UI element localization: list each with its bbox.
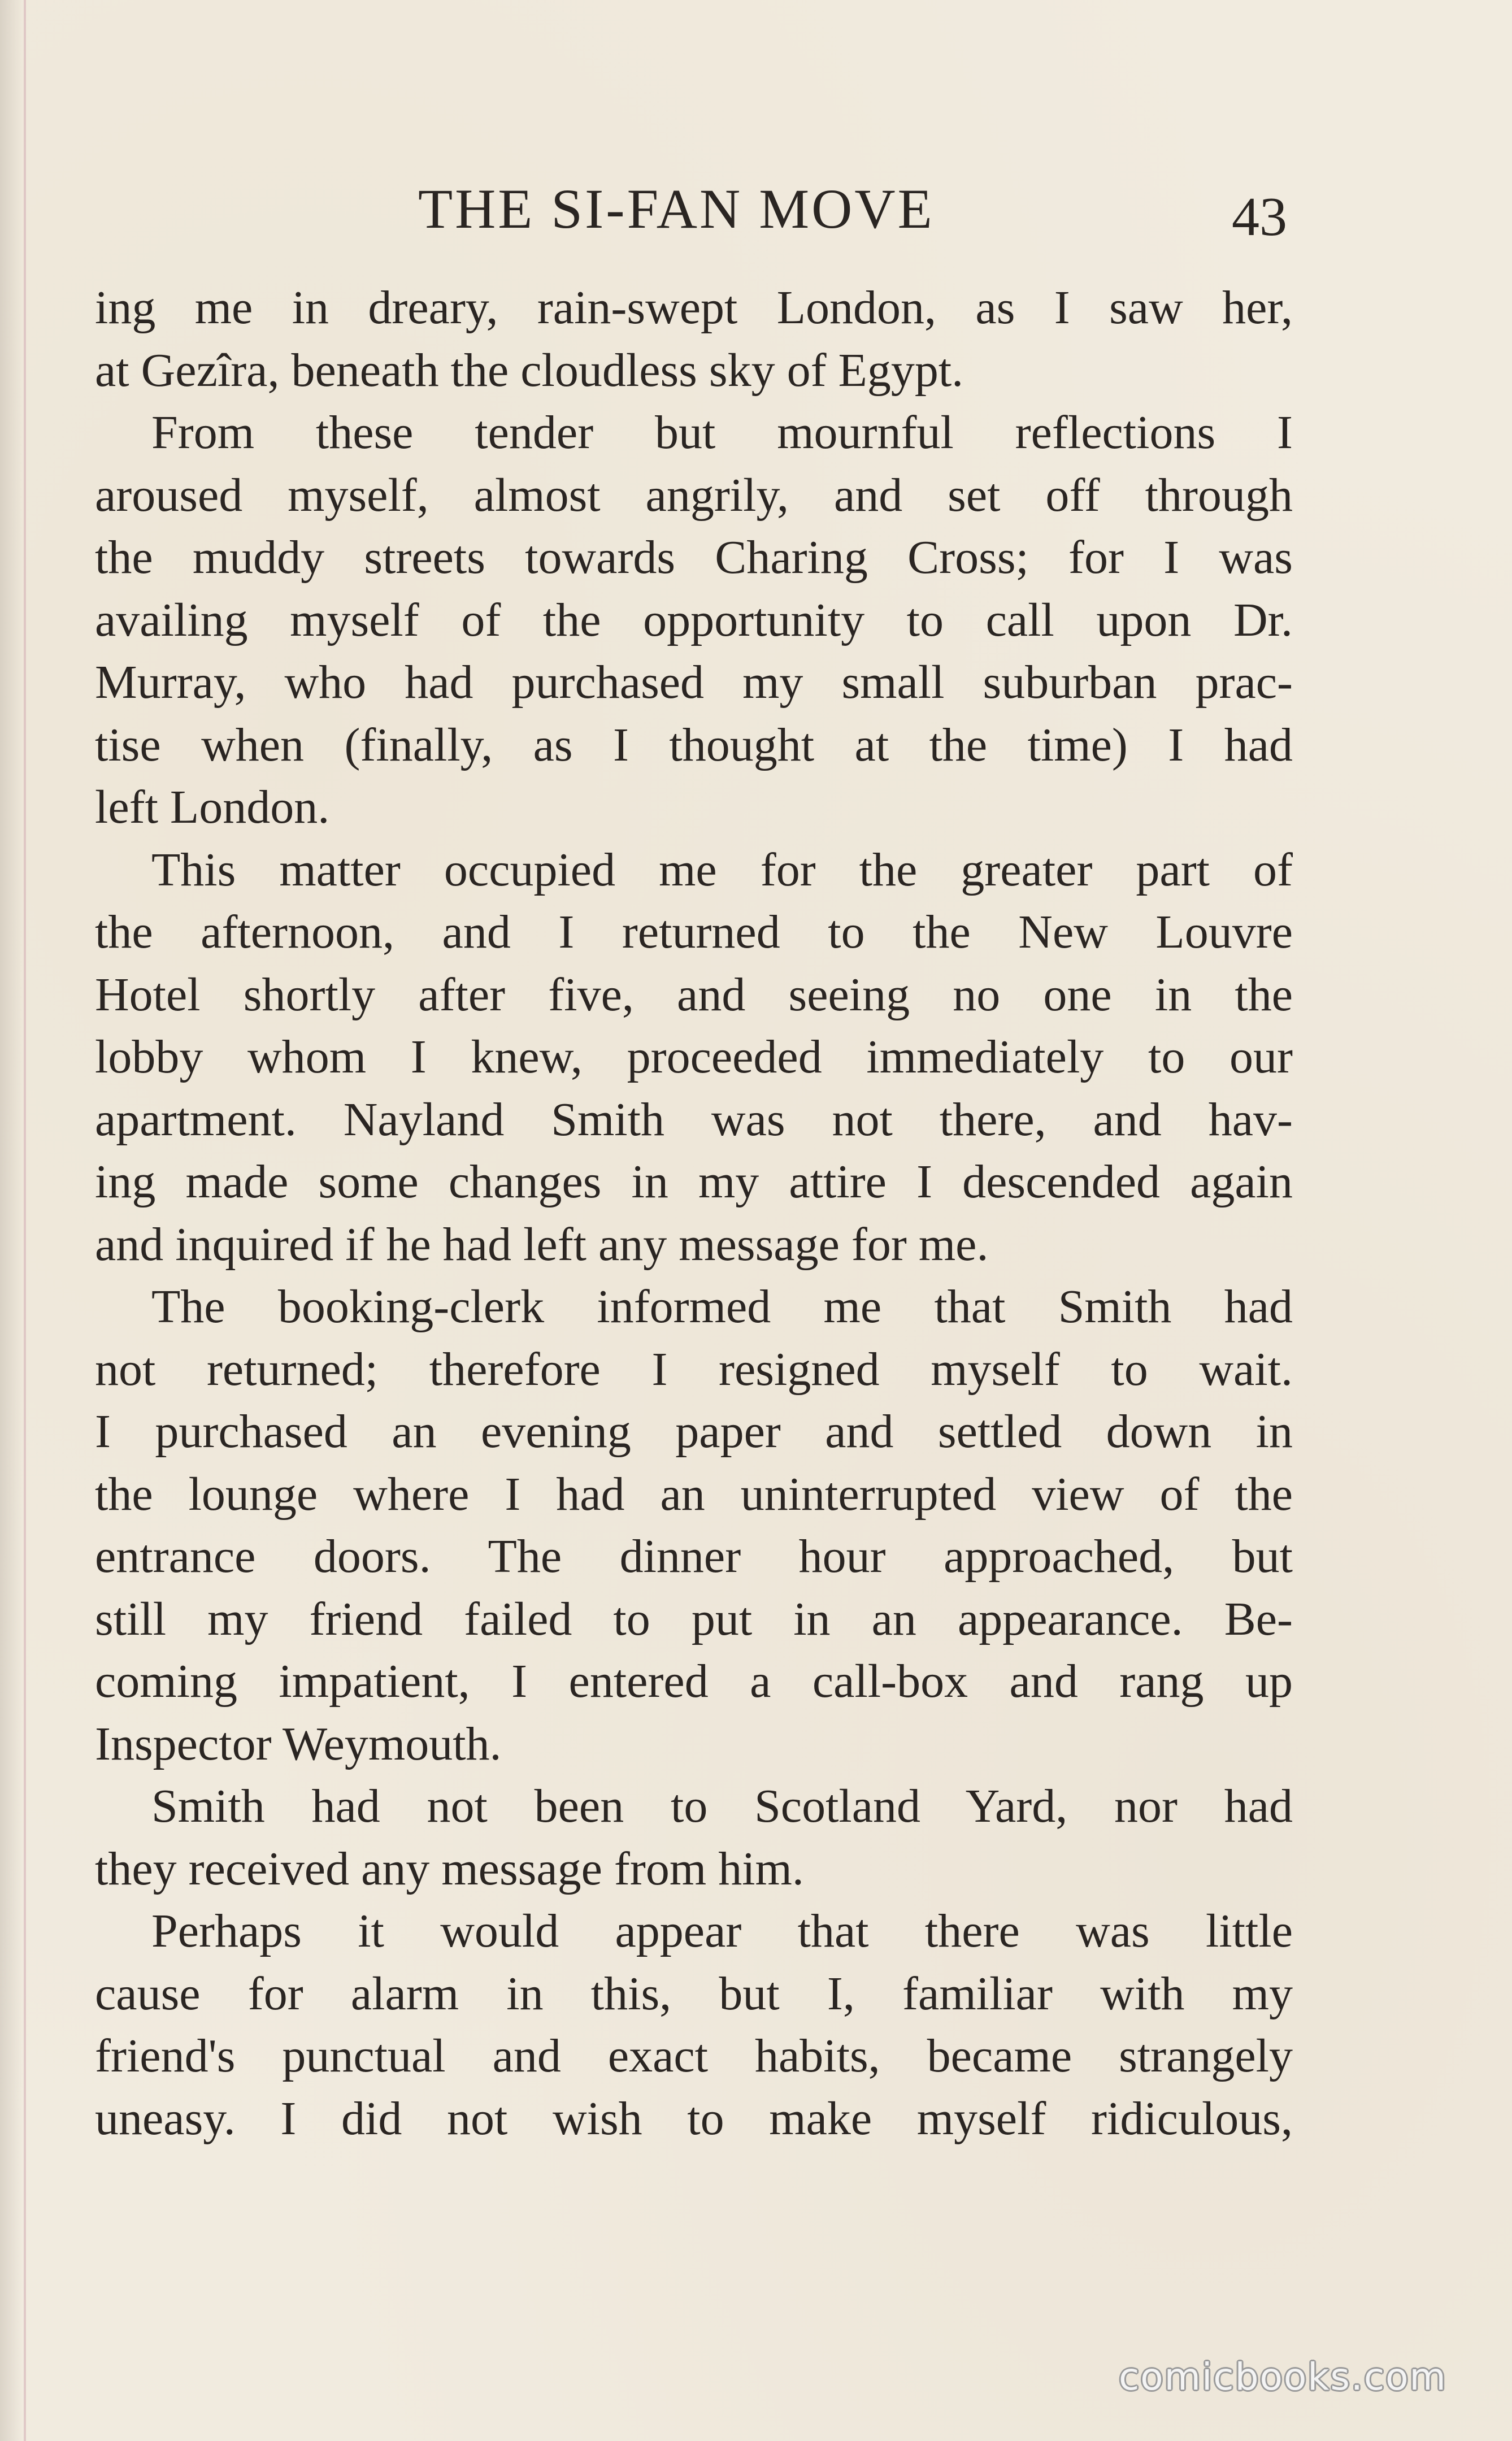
page-gutter-shadow	[0, 0, 23, 2441]
text-line: Hotel shortly after five, and seeing no one in the	[95, 968, 1293, 1021]
text-line: coming impatient, I entered a call-box and rang up	[95, 1655, 1293, 1708]
text-line: This matter occupied me for the greater part of	[151, 843, 1293, 896]
text-line: ing me in dreary, rain-swept London, as I saw her,	[95, 281, 1293, 334]
text-line: From these tender but mournful reflections I	[151, 406, 1293, 459]
page-number: 43	[1232, 186, 1287, 247]
watermark-text: comicbooks.com	[1119, 2355, 1447, 2399]
text-line: and inquired if he had left any message for me.	[95, 1218, 989, 1271]
body-text	[95, 277, 1293, 2150]
text-line: the muddy streets towards Charing Cross; for I was	[95, 531, 1293, 584]
text-line: Smith had not been to Scotland Yard, nor had	[151, 1780, 1293, 1832]
text-line: still my friend failed to put in an appearance. Be-	[95, 1592, 1293, 1645]
text-line: at Gezîra, beneath the cloudless sky of Egypt.	[95, 344, 964, 397]
text-line: the afternoon, and I returned to the New Louvre	[95, 906, 1293, 958]
text-line: Perhaps it would appear that there was little	[151, 1905, 1293, 1957]
text-line: uneasy. I did not wish to make myself ridiculous,	[95, 2092, 1293, 2145]
running-head	[0, 170, 1512, 249]
text-line: they received any message from him.	[95, 1842, 804, 1895]
text-line: The booking-clerk informed me that Smith had	[151, 1280, 1293, 1333]
running-title: THE SI-FAN MOVE	[418, 177, 935, 240]
text-line: tise when (finally, as I thought at the time) I had	[95, 718, 1293, 771]
text-line: not returned; therefore I resigned myself to wait.	[95, 1343, 1293, 1396]
text-line: lobby whom I knew, proceeded immediately to our	[95, 1031, 1293, 1083]
text-line: the lounge where I had an uninterrupted view of the	[95, 1467, 1293, 1521]
text-line: Inspector Weymouth.	[95, 1717, 502, 1770]
margin-line	[24, 0, 26, 2441]
text-line: aroused myself, almost angrily, and set off through	[95, 468, 1293, 522]
text-line: I purchased an evening paper and settled down in	[95, 1405, 1293, 1458]
text-line: Murray, who had purchased my small suburban prac-	[95, 656, 1293, 709]
text-line: entrance doors. The dinner hour approached, but	[95, 1530, 1293, 1583]
text-line: cause for alarm in this, but I, familiar with my	[95, 1967, 1293, 2020]
text-line: friend's punctual and exact habits, became strangely	[95, 2030, 1293, 2082]
text-line: ing made some changes in my attire I descended again	[95, 1156, 1293, 1208]
text-line: left London.	[95, 781, 330, 833]
text-line: apartment. Nayland Smith was not there, and hav-	[95, 1093, 1293, 1146]
text-line: availing myself of the opportunity to call upon Dr.	[95, 593, 1293, 646]
